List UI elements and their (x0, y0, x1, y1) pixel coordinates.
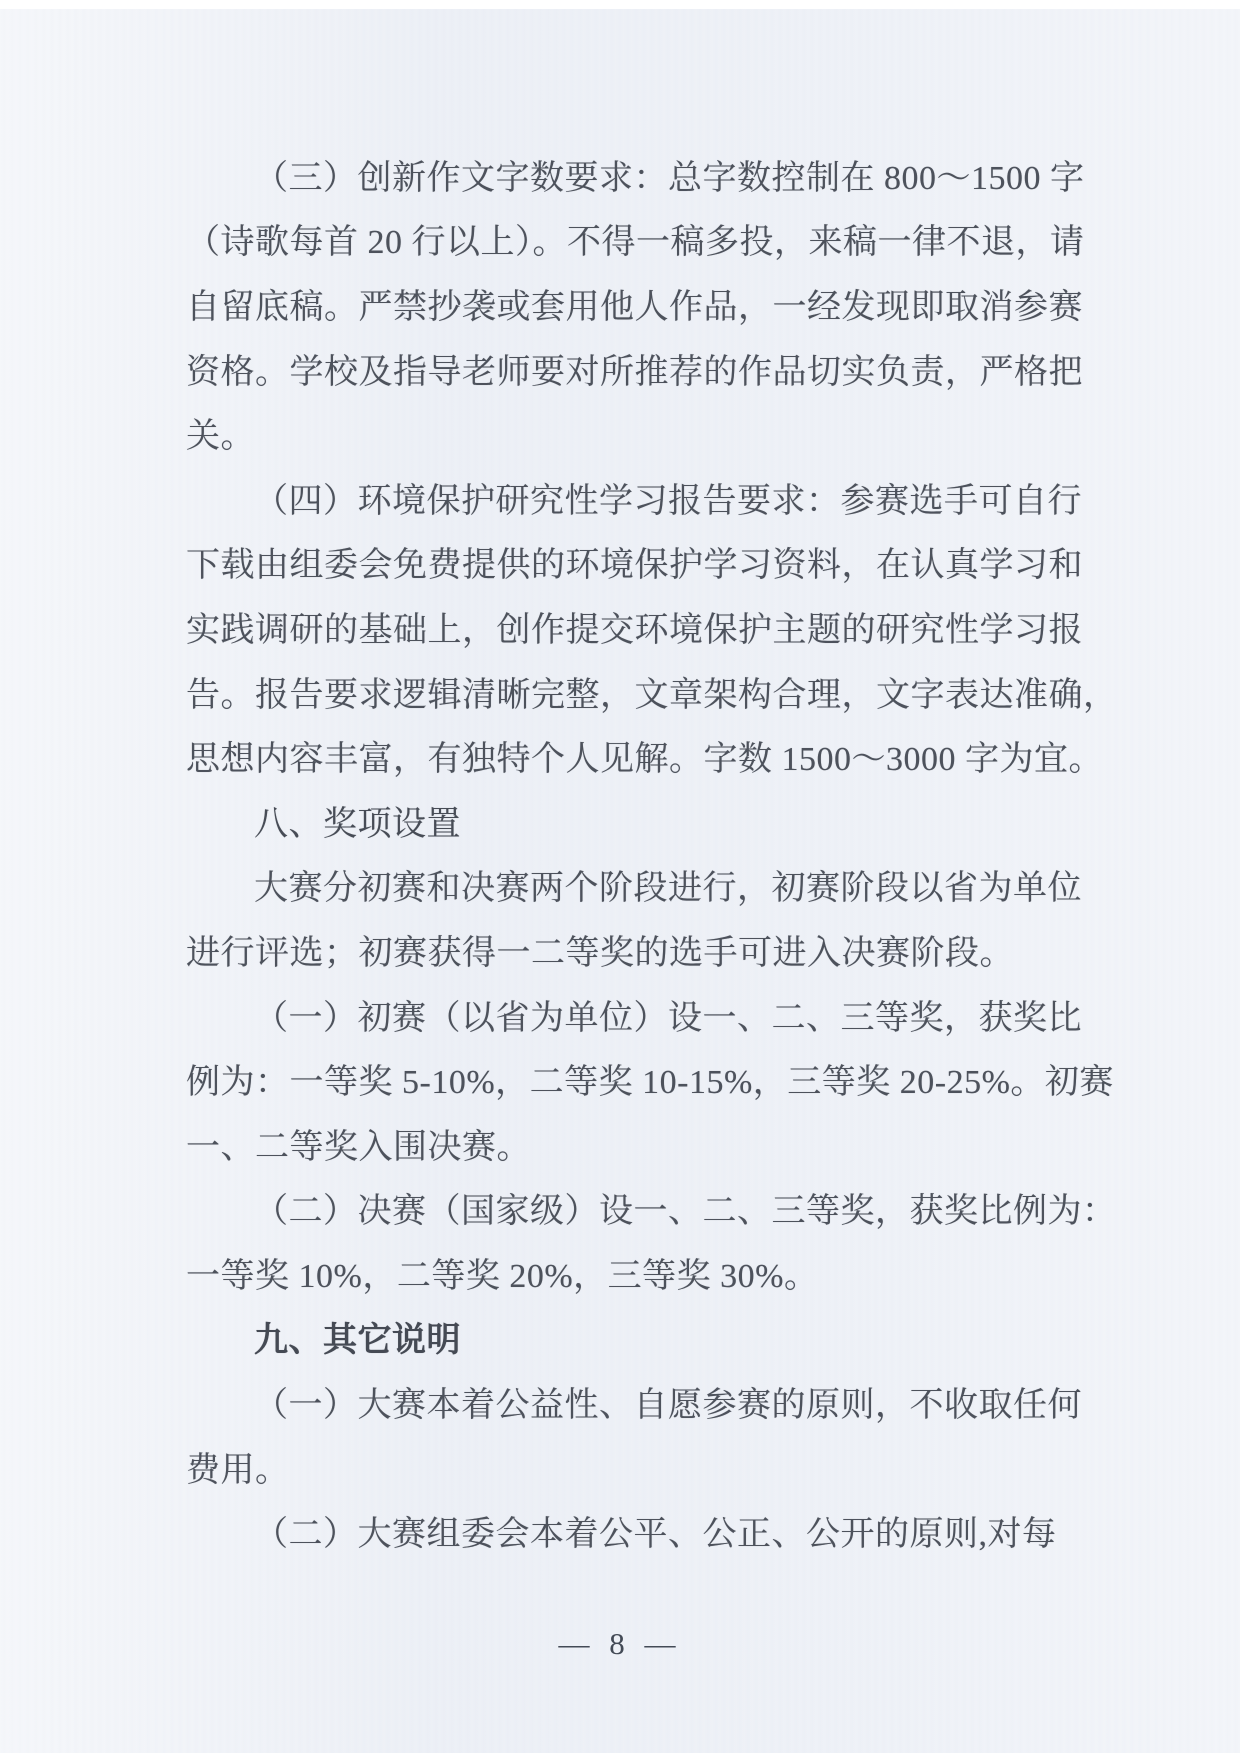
text-line: （二）大赛组委会本着公平、公正、公开的原则,对每 (254, 1516, 1057, 1554)
document-body (186, 142, 1118, 1563)
text-line: （一）初赛（以省为单位）设一、二、三等奖，获奖比 (254, 999, 1082, 1037)
text-line: 一、二等奖入围决赛。 (186, 1128, 531, 1166)
text-line: （四）环境保护研究性学习报告要求：参赛选手可自行 (254, 482, 1082, 520)
text-line: 进行评选；初赛获得一二等奖的选手可进入决赛阶段。 (186, 934, 1014, 972)
text-line: （诗歌每首 20 行以上）。不得一稿多投，来稿一律不退，请 (186, 224, 1085, 262)
text-line: 思想内容丰富，有独特个人见解。字数 1500～3000 字为宜。 (186, 741, 1103, 779)
text-line: 关。 (186, 418, 255, 456)
text-line: 大赛分初赛和决赛两个阶段进行，初赛阶段以省为单位 (254, 870, 1082, 908)
text-line: 例为：一等奖 5-10%，二等奖 10-15%，三等奖 20-25%。初赛 (186, 1064, 1114, 1102)
text-line: 费用。 (186, 1451, 290, 1489)
text-line: 告。报告要求逻辑清晰完整，文章架构合理，文字表达准确， (186, 676, 1118, 714)
text-line: 一等奖 10%，二等奖 20%，三等奖 30%。 (186, 1257, 819, 1295)
page-number: — 8 — (558, 1626, 682, 1661)
text-line: 自留底稿。严禁抄袭或套用他人作品，一经发现即取消参赛 (186, 288, 1083, 326)
text-line: 资格。学校及指导老师要对所推荐的作品切实负责，严格把 (186, 353, 1083, 391)
section-heading: 八、奖项设置 (254, 805, 461, 843)
section-heading: 九、其它说明 (254, 1322, 461, 1360)
text-line: 下载由组委会免费提供的环境保护学习资料，在认真学习和 (186, 547, 1083, 585)
text-line: （二）决赛（国家级）设一、二、三等奖，获奖比例为： (254, 1193, 1117, 1231)
text-line: 实践调研的基础上，创作提交环境保护主题的研究性学习报 (186, 611, 1083, 649)
text-line: （一）大赛本着公益性、自愿参赛的原则，不收取任何 (254, 1387, 1082, 1425)
text-line: （三）创新作文字数要求：总字数控制在 800～1500 字 (254, 159, 1085, 197)
